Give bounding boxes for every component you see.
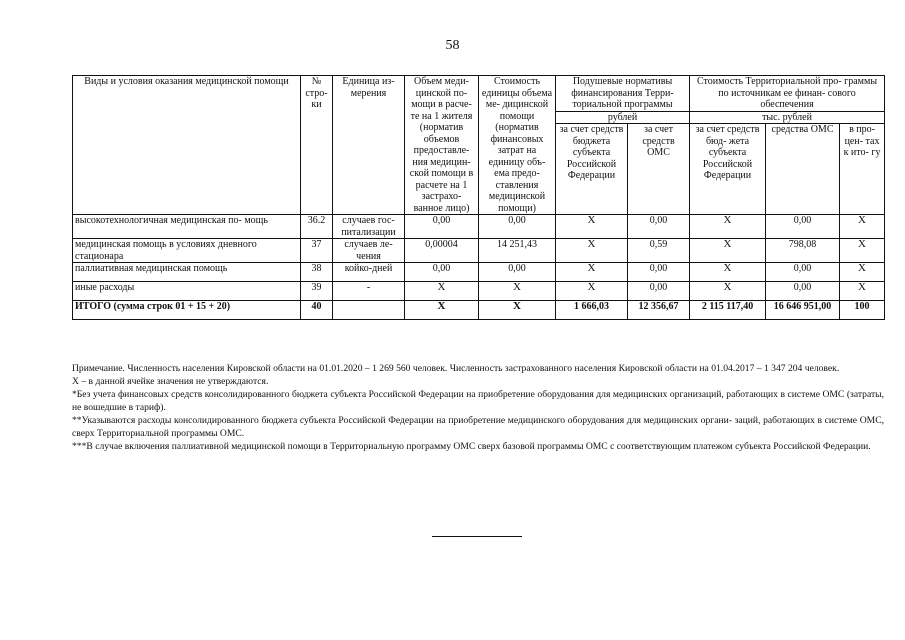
row-unit: [333, 301, 405, 320]
row-c1: 1 666,03: [556, 301, 628, 320]
header-budget-thous: за счет средств бюд- жета субъекта Российской Федерации: [690, 124, 766, 215]
row-name: ИТОГО (сумма строк 01 + 15 + 20): [73, 301, 301, 320]
row-volume: X: [405, 301, 479, 320]
row-c2: 0,00: [628, 282, 690, 301]
note-star-3: ***В случае включения паллиативной медицинской помощи в Территориальную программу ОМС сверх базовой программы ОМС с соответствующим платежом субъекта Российской Федерации.: [72, 441, 871, 452]
row-unit: случаев ле- чения: [333, 239, 405, 263]
header-row-no: № стро- ки: [301, 76, 333, 215]
header-unit: Единица из- мерения: [333, 76, 405, 215]
row-c5: X: [840, 215, 885, 239]
row-c4: 0,00: [766, 282, 840, 301]
row-c1: X: [556, 282, 628, 301]
financing-table: [72, 75, 885, 320]
note-population: Примечание. Численность населения Кировской области на 01.01.2020 – 1 269 560 человек. Численность застрахованного населения Кировской области на 01.04.2017 – 1 347 204 человек.: [72, 363, 840, 374]
row-c3: X: [690, 282, 766, 301]
row-c4: 0,00: [766, 263, 840, 282]
row-c2: 0,59: [628, 239, 690, 263]
row-unit: -: [333, 282, 405, 301]
row-name: высокотехнологичная медицинская по- мощь: [73, 215, 301, 239]
note-x: X – в данной ячейке значения не утверждаются.: [72, 376, 269, 387]
header-cost: Стоимость единицы объема ме- дицинской помощи (норматив финансовых затрат на единицу объ- ема предо- ставления медицинской помощи): [479, 76, 556, 215]
row-volume: 0,00: [405, 215, 479, 239]
table-row: [73, 239, 885, 263]
table-row: [73, 282, 885, 301]
row-c3: X: [690, 263, 766, 282]
row-c2: 12 356,67: [628, 301, 690, 320]
row-c5: X: [840, 282, 885, 301]
separator-line: [432, 536, 522, 537]
row-cost: 0,00: [479, 263, 556, 282]
row-no: 40: [301, 301, 333, 320]
row-volume: 0,00: [405, 263, 479, 282]
row-c1: X: [556, 239, 628, 263]
row-c1: X: [556, 215, 628, 239]
row-c2: 0,00: [628, 215, 690, 239]
header-thous-rub: тыс. рублей: [690, 111, 885, 124]
row-name: иные расходы: [73, 282, 301, 301]
header-per-capita: Подушевые нормативы финансирования Терри- ториальной программы: [556, 76, 690, 112]
footnotes: [72, 362, 884, 453]
note-star-2: **Указываются расходы консолидированного бюджета субъекта Российской Федерации на приобретение медицинского оборудования для медицинских органи- заций, работающих в системе ОМС, сверх Территориальной программы ОМС.: [72, 415, 884, 439]
row-name: медицинская помощь в условиях дневного стационара: [73, 239, 301, 263]
row-c4: 16 646 951,00: [766, 301, 840, 320]
row-c3: 2 115 117,40: [690, 301, 766, 320]
row-volume: X: [405, 282, 479, 301]
header-percent: в про- цен- тах к ито- гу: [840, 124, 885, 215]
header-volume: Объем меди- цинской по- мощи в расче- те на 1 жителя (норматив объемов предоставле- ния медицин- ской помощи в расчете на 1 застрахо- ванное лицо): [405, 76, 479, 215]
total-row: [73, 301, 885, 320]
header-oms-thous: средства ОМС: [766, 124, 840, 215]
header-kind: Виды и условия оказания медицинской помощи: [73, 76, 301, 215]
row-c5: X: [840, 263, 885, 282]
row-unit: койко-дней: [333, 263, 405, 282]
header-oms-rub: за счет средств ОМС: [628, 124, 690, 215]
row-cost: X: [479, 301, 556, 320]
table-row: [73, 215, 885, 239]
row-c1: X: [556, 263, 628, 282]
header-total-cost: Стоимость Территориальной про- граммы по источникам ее финан- сового обеспечения: [690, 76, 885, 112]
header-budget-rub: за счет средств бюджета субъекта Российской Федерации: [556, 124, 628, 215]
table-row: [73, 263, 885, 282]
row-no: 39: [301, 282, 333, 301]
row-cost: X: [479, 282, 556, 301]
header-rub: рублей: [556, 111, 690, 124]
row-c5: 100: [840, 301, 885, 320]
page-number: 58: [445, 38, 460, 53]
row-cost: 14 251,43: [479, 239, 556, 263]
row-no: 37: [301, 239, 333, 263]
row-unit: случаев гос- питализации: [333, 215, 405, 239]
row-c3: X: [690, 239, 766, 263]
row-c3: X: [690, 215, 766, 239]
row-c4: 798,08: [766, 239, 840, 263]
row-c4: 0,00: [766, 215, 840, 239]
row-cost: 0,00: [479, 215, 556, 239]
row-name: паллиативная медицинская помощь: [73, 263, 301, 282]
row-c5: X: [840, 239, 885, 263]
row-no: 36.2: [301, 215, 333, 239]
note-star-1: *Без учета финансовых средств консолидированного бюджета субъекта Российской Федерации на приобретение оборудования для медицинских организаций, работающих в системе ОМС (затраты, не вошедшие в тариф).: [72, 389, 884, 413]
row-volume: 0,00004: [405, 239, 479, 263]
row-c2: 0,00: [628, 263, 690, 282]
row-no: 38: [301, 263, 333, 282]
